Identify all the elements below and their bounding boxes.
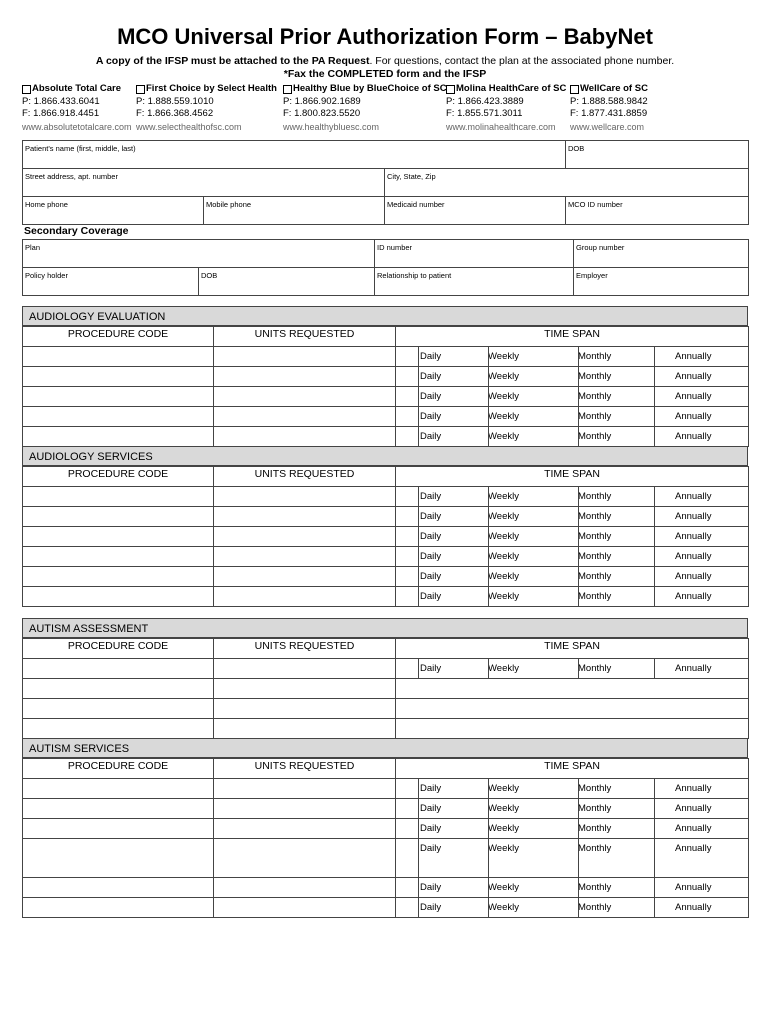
procedure-code-input[interactable]: [23, 507, 214, 527]
table-row: [23, 679, 749, 699]
field-label: Home phone: [25, 200, 68, 209]
weekly-option[interactable]: Weekly: [488, 823, 519, 834]
field-label: Medicaid number: [387, 200, 445, 209]
procedure-code-header: PROCEDURE CODE: [23, 639, 214, 659]
plan-healthy-blue: [283, 83, 447, 133]
procedure-code-header: PROCEDURE CODE: [23, 467, 214, 487]
table-row: [23, 659, 749, 679]
table-row: [23, 347, 749, 367]
units-requested-header: UNITS REQUESTED: [214, 327, 396, 347]
time-span-options: [396, 367, 748, 386]
plan-name: Absolute Total Care: [32, 83, 122, 94]
section-audiology-evaluation: [22, 306, 748, 447]
secondary-id-field[interactable]: [375, 240, 574, 268]
procedure-code-input[interactable]: [23, 487, 214, 507]
daily-option[interactable]: Daily: [420, 371, 442, 382]
time-span-cell: [396, 507, 749, 527]
time-span-cell: [396, 347, 749, 367]
monthly-option[interactable]: Monthly: [578, 351, 612, 362]
weekly-option[interactable]: Weekly: [488, 411, 519, 422]
table-row: [23, 407, 749, 427]
units-requested-input[interactable]: [214, 679, 396, 699]
procedure-code-input[interactable]: [23, 819, 214, 839]
table-row: [23, 367, 749, 387]
units-requested-input[interactable]: [214, 387, 396, 407]
weekly-option[interactable]: Weekly: [488, 591, 519, 602]
procedure-table: [22, 326, 749, 447]
field-label: Group number: [576, 243, 625, 252]
plan-name: Healthy Blue by BlueChoice of SC: [293, 83, 447, 94]
plan-phone: P: 1.888.559.1010: [136, 95, 214, 107]
units-requested-input[interactable]: [214, 839, 396, 878]
time-span-cell: [396, 567, 749, 587]
procedure-code-input[interactable]: [23, 407, 214, 427]
fax-note: *Fax the COMPLETED form and the IFSP: [283, 68, 487, 80]
table-row: [23, 719, 749, 739]
table-row: [23, 839, 749, 878]
weekly-option[interactable]: Weekly: [488, 391, 519, 402]
units-requested-input[interactable]: [214, 487, 396, 507]
secondary-group-field[interactable]: [574, 240, 749, 268]
table-row: [23, 799, 749, 819]
field-label: DOB: [201, 271, 218, 280]
daily-option[interactable]: Daily: [420, 803, 442, 814]
time-span-options: [396, 347, 748, 366]
ifsp-note: [0, 55, 770, 67]
weekly-option[interactable]: Weekly: [488, 511, 519, 522]
table-row: [23, 878, 749, 898]
field-label: Relationship to patient: [377, 271, 452, 280]
plan-fax: F: 1.855.571.3011: [446, 108, 523, 119]
procedure-code-input[interactable]: [23, 679, 214, 699]
procedure-code-input[interactable]: [23, 367, 214, 387]
weekly-option[interactable]: Weekly: [488, 551, 519, 562]
ifsp-note-bold: A copy of the IFSP must be attached to the PA Request: [95, 55, 370, 67]
time-span-options: [396, 819, 748, 838]
weekly-option[interactable]: Weekly: [488, 803, 519, 814]
plan-fax: F: 1.877.431.8859: [570, 108, 648, 119]
units-requested-input[interactable]: [214, 507, 396, 527]
units-requested-input[interactable]: [214, 427, 396, 447]
daily-option[interactable]: Daily: [420, 843, 442, 854]
ifsp-note-rest: . For questions, contact the plan at the associated phone number.: [369, 55, 675, 67]
procedure-code-input[interactable]: [23, 878, 214, 898]
annually-option[interactable]: Annually: [675, 591, 712, 602]
annually-option[interactable]: Annually: [675, 391, 712, 402]
patient-info-table: [22, 140, 749, 225]
units-requested-header: UNITS REQUESTED: [214, 467, 396, 487]
plan-checkbox[interactable]: [136, 85, 145, 94]
time-span-options: [396, 487, 748, 506]
time-span-options: [396, 587, 748, 606]
daily-option[interactable]: Daily: [420, 431, 442, 442]
units-requested-input[interactable]: [214, 659, 396, 679]
daily-option[interactable]: Daily: [420, 783, 442, 794]
plan-website-link[interactable]: www.absolutetotalcare.com: [22, 121, 132, 132]
procedure-code-input[interactable]: [23, 387, 214, 407]
time-span-header: TIME SPAN: [396, 327, 749, 347]
time-span-cell: [396, 679, 749, 699]
time-span-cell: [396, 898, 749, 918]
plan-fax: F: 1.800.823.5520: [283, 108, 361, 119]
plan-name: WellCare of SC: [580, 83, 648, 94]
section-title: AUDIOLOGY SERVICES: [22, 446, 748, 466]
time-span-cell: [396, 878, 749, 898]
time-span-options: [396, 878, 748, 897]
mobile-phone-field[interactable]: [204, 197, 385, 225]
annually-option[interactable]: Annually: [675, 823, 712, 834]
procedure-code-input[interactable]: [23, 719, 214, 739]
time-span-options: [396, 799, 748, 818]
monthly-option[interactable]: Monthly: [578, 902, 612, 913]
weekly-option[interactable]: Weekly: [488, 351, 519, 362]
monthly-option[interactable]: Monthly: [578, 663, 612, 674]
table-row: [23, 487, 749, 507]
procedure-code-input[interactable]: [23, 779, 214, 799]
annually-option[interactable]: Annually: [675, 783, 712, 794]
time-span-header: TIME SPAN: [396, 759, 749, 779]
procedure-code-input[interactable]: [23, 659, 214, 679]
time-span-options: [396, 527, 748, 546]
monthly-option[interactable]: Monthly: [578, 371, 612, 382]
units-requested-header: UNITS REQUESTED: [214, 639, 396, 659]
plan-fax: F: 1.866.368.4562: [136, 108, 214, 119]
monthly-option[interactable]: Monthly: [578, 411, 612, 422]
field-label: Policy holder: [25, 271, 68, 280]
plan-phone: P: 1.866.423.3889: [446, 95, 524, 107]
field-label: MCO ID number: [568, 200, 623, 209]
plan-website-link[interactable]: www.wellcare.com: [570, 121, 645, 132]
daily-option[interactable]: Daily: [420, 591, 442, 602]
annually-option[interactable]: Annually: [675, 663, 712, 674]
annually-option[interactable]: Annually: [675, 902, 712, 913]
procedure-table: [22, 758, 749, 918]
field-label: Plan: [25, 243, 41, 252]
weekly-option[interactable]: Weekly: [488, 371, 519, 382]
secondary-dob-field[interactable]: [199, 268, 375, 296]
plan-absolute-total-care: [22, 83, 132, 133]
daily-option[interactable]: Daily: [420, 823, 442, 834]
annually-option[interactable]: Annually: [675, 431, 712, 442]
units-requested-input[interactable]: [214, 719, 396, 739]
monthly-option[interactable]: Monthly: [578, 431, 612, 442]
table-row: [23, 527, 749, 547]
daily-option[interactable]: Daily: [420, 882, 442, 893]
table-row: [23, 387, 749, 407]
time-span-options: [396, 407, 748, 426]
policy-holder-field[interactable]: [23, 268, 199, 296]
units-requested-input[interactable]: [214, 878, 396, 898]
daily-option[interactable]: Daily: [420, 663, 442, 674]
plan-first-choice: [136, 83, 277, 133]
time-span-header: TIME SPAN: [396, 467, 749, 487]
plan-checkbox[interactable]: [446, 85, 455, 94]
weekly-option[interactable]: Weekly: [488, 531, 519, 542]
plan-phone: P: 1.888.588.9842: [570, 95, 648, 107]
time-span-options: [396, 387, 748, 406]
annually-option[interactable]: Annually: [675, 531, 712, 542]
monthly-option[interactable]: Monthly: [578, 511, 612, 522]
units-requested-input[interactable]: [214, 799, 396, 819]
daily-option[interactable]: Daily: [420, 902, 442, 913]
time-span-cell: [396, 839, 749, 878]
time-span-cell: [396, 367, 749, 387]
mco-id-field[interactable]: [566, 197, 749, 225]
annually-option[interactable]: Annually: [675, 843, 712, 854]
table-row: [23, 427, 749, 447]
monthly-option[interactable]: Monthly: [578, 531, 612, 542]
units-requested-input[interactable]: [214, 699, 396, 719]
home-phone-field[interactable]: [23, 197, 204, 225]
procedure-code-input[interactable]: [23, 347, 214, 367]
time-span-cell: [396, 547, 749, 567]
procedure-code-header: PROCEDURE CODE: [23, 759, 214, 779]
procedure-code-input[interactable]: [23, 587, 214, 607]
annually-option[interactable]: Annually: [675, 351, 712, 362]
field-label: ID number: [377, 243, 413, 252]
daily-option[interactable]: Daily: [420, 511, 442, 522]
units-requested-input[interactable]: [214, 779, 396, 799]
medicaid-number-field[interactable]: [385, 197, 566, 225]
table-row: [23, 779, 749, 799]
monthly-option[interactable]: Monthly: [578, 391, 612, 402]
plan-molina: [446, 83, 566, 133]
weekly-option[interactable]: Weekly: [488, 491, 519, 502]
time-span-cell: [396, 779, 749, 799]
daily-option[interactable]: Daily: [420, 531, 442, 542]
weekly-option[interactable]: Weekly: [488, 571, 519, 582]
section-title: AUTISM ASSESSMENT: [22, 618, 748, 638]
monthly-option[interactable]: Monthly: [578, 591, 612, 602]
time-span-options: [396, 898, 748, 917]
weekly-option[interactable]: Weekly: [488, 843, 519, 854]
section-title: AUTISM SERVICES: [22, 738, 748, 758]
time-span-cell: [396, 699, 749, 719]
time-span-cell: [396, 719, 749, 739]
procedure-code-input[interactable]: [23, 799, 214, 819]
procedure-code-input[interactable]: [23, 839, 214, 878]
field-label: DOB: [568, 144, 585, 153]
daily-option[interactable]: Daily: [420, 491, 442, 502]
relationship-field[interactable]: [375, 268, 574, 296]
time-span-header: TIME SPAN: [396, 639, 749, 659]
weekly-option[interactable]: Weekly: [488, 882, 519, 893]
units-requested-input[interactable]: [214, 367, 396, 387]
time-span-cell: [396, 799, 749, 819]
time-span-options: [396, 567, 748, 586]
procedure-table: [22, 638, 749, 739]
secondary-plan-field[interactable]: [23, 240, 375, 268]
monthly-option[interactable]: Monthly: [578, 551, 612, 562]
section-audiology-services: [22, 446, 748, 607]
time-span-cell: [396, 427, 749, 447]
employer-field[interactable]: [574, 268, 749, 296]
plan-checkbox[interactable]: [22, 85, 31, 94]
table-row: [23, 898, 749, 918]
plan-checkbox[interactable]: [570, 85, 579, 94]
weekly-option[interactable]: Weekly: [488, 783, 519, 794]
field-label: Mobile phone: [206, 200, 252, 209]
procedure-table: [22, 466, 749, 607]
time-span-options: [396, 779, 748, 798]
procedure-code-input[interactable]: [23, 427, 214, 447]
procedure-code-header: PROCEDURE CODE: [23, 327, 214, 347]
time-span-cell: [396, 659, 749, 679]
table-row: [23, 507, 749, 527]
units-requested-input[interactable]: [214, 527, 396, 547]
procedure-code-input[interactable]: [23, 547, 214, 567]
table-row: [23, 547, 749, 567]
time-span-options: [396, 507, 748, 526]
monthly-option[interactable]: Monthly: [578, 882, 612, 893]
annually-option[interactable]: Annually: [675, 551, 712, 562]
form-title: MCO Universal Prior Authorization Form – BabyNet: [117, 24, 653, 49]
secondary-coverage-heading: Secondary Coverage: [24, 225, 129, 237]
plan-website-link[interactable]: www.healthybluesc.com: [283, 121, 380, 132]
annually-option[interactable]: Annually: [675, 803, 712, 814]
time-span-cell: [396, 587, 749, 607]
table-row: [23, 587, 749, 607]
plan-website-link[interactable]: www.molinahealthcare.com: [446, 121, 556, 132]
plan-wellcare: [570, 83, 648, 133]
time-span-cell: [396, 819, 749, 839]
time-span-cell: [396, 387, 749, 407]
procedure-code-input[interactable]: [23, 567, 214, 587]
units-requested-input[interactable]: [214, 407, 396, 427]
daily-option[interactable]: Daily: [420, 571, 442, 582]
units-requested-input[interactable]: [214, 587, 396, 607]
annually-option[interactable]: Annually: [675, 571, 712, 582]
plan-name: First Choice by Select Health: [146, 83, 277, 94]
field-label: Employer: [576, 271, 608, 280]
plan-checkbox[interactable]: [283, 85, 292, 94]
city-state-zip-field[interactable]: [385, 169, 749, 197]
annually-option[interactable]: Annually: [675, 371, 712, 382]
time-span-options: [396, 839, 748, 877]
plan-fax: F: 1.866.918.4451: [22, 108, 100, 119]
field-label: City, State, Zip: [387, 172, 436, 181]
daily-option[interactable]: Daily: [420, 351, 442, 362]
time-span-cell: [396, 407, 749, 427]
time-span-options: [396, 427, 748, 446]
plan-phone: P: 1.866.433.6041: [22, 95, 100, 107]
daily-option[interactable]: Daily: [420, 411, 442, 422]
time-span-options: [396, 659, 748, 678]
section-autism-assessment: [22, 618, 748, 739]
weekly-option[interactable]: Weekly: [488, 902, 519, 913]
time-span-options: [396, 547, 748, 566]
monthly-option[interactable]: Monthly: [578, 803, 612, 814]
weekly-option[interactable]: Weekly: [488, 663, 519, 674]
annually-option[interactable]: Annually: [675, 882, 712, 893]
monthly-option[interactable]: Monthly: [578, 823, 612, 834]
procedure-code-input[interactable]: [23, 527, 214, 547]
units-requested-input[interactable]: [214, 819, 396, 839]
street-address-field[interactable]: [23, 169, 385, 197]
procedure-code-input[interactable]: [23, 898, 214, 918]
units-requested-input[interactable]: [214, 547, 396, 567]
daily-option[interactable]: Daily: [420, 391, 442, 402]
table-row: [23, 819, 749, 839]
daily-option[interactable]: Daily: [420, 551, 442, 562]
secondary-coverage-table: [22, 239, 749, 296]
annually-option[interactable]: Annually: [675, 511, 712, 522]
time-span-cell: [396, 487, 749, 507]
field-label: Street address, apt. number: [25, 172, 118, 181]
table-row: [23, 567, 749, 587]
time-span-cell: [396, 527, 749, 547]
procedure-code-input[interactable]: [23, 699, 214, 719]
units-requested-input[interactable]: [214, 347, 396, 367]
units-requested-input[interactable]: [214, 898, 396, 918]
table-row: [23, 699, 749, 719]
plan-phone: P: 1.866.902.1689: [283, 95, 361, 107]
section-autism-services: [22, 738, 748, 918]
annually-option[interactable]: Annually: [675, 491, 712, 502]
section-title: AUDIOLOGY EVALUATION: [22, 306, 748, 326]
patient-name-field[interactable]: [23, 141, 566, 169]
annually-option[interactable]: Annually: [675, 411, 712, 422]
monthly-option[interactable]: Monthly: [578, 491, 612, 502]
monthly-option[interactable]: Monthly: [578, 571, 612, 582]
field-label: Patient's name (first, middle, last): [25, 144, 136, 153]
units-requested-input[interactable]: [214, 567, 396, 587]
units-requested-header: UNITS REQUESTED: [214, 759, 396, 779]
monthly-option[interactable]: Monthly: [578, 783, 612, 794]
monthly-option[interactable]: Monthly: [578, 843, 612, 854]
plan-name: Molina HealthCare of SC: [456, 83, 567, 94]
plan-website-link[interactable]: www.selecthealthofsc.com: [136, 121, 242, 132]
weekly-option[interactable]: Weekly: [488, 431, 519, 442]
patient-dob-field[interactable]: [566, 141, 749, 169]
